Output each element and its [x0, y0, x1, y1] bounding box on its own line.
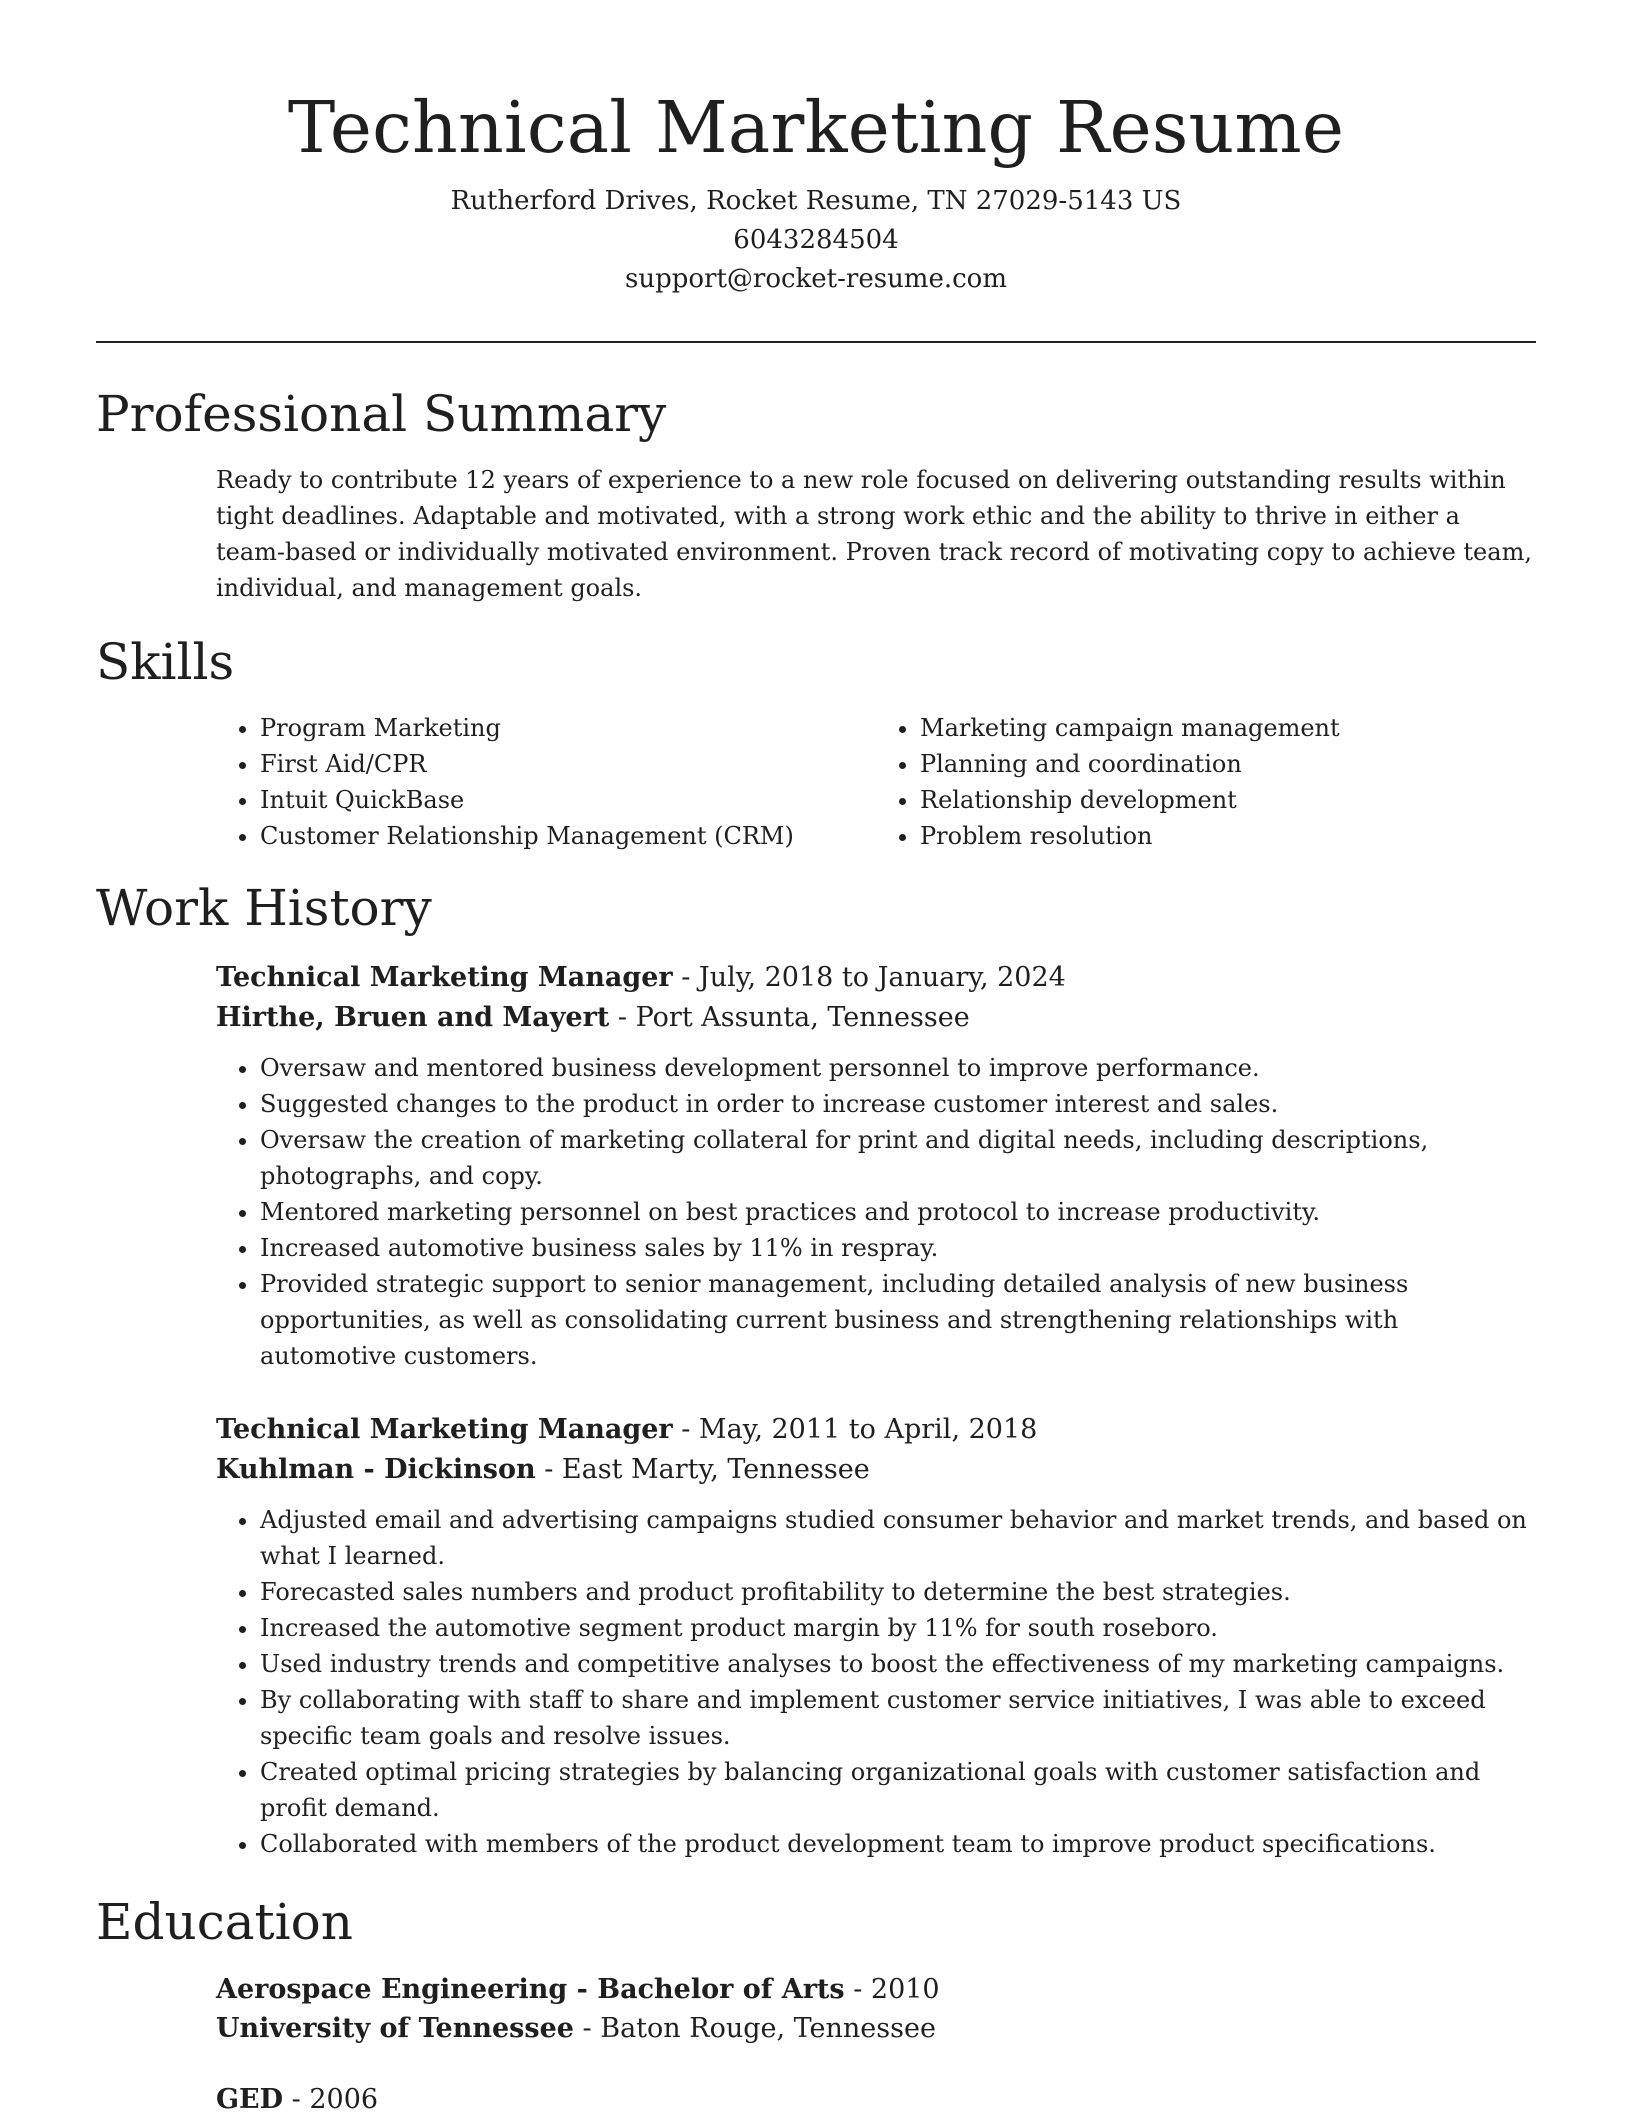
education-degree-line — [216, 2080, 1536, 2119]
job-location: - Port Assunta, Tennessee — [609, 1002, 970, 1033]
list-item: • Increased the automotive segment product margin by 11% for south roseboro. — [260, 1610, 1536, 1646]
list-item: • Collaborated with members of the product development team to improve product specifications. — [260, 1826, 1536, 1862]
job-entry — [216, 1410, 1536, 1862]
list-item: • Oversaw and mentored business development personnel to improve performance. — [260, 1050, 1536, 1086]
education-entry — [216, 2080, 1536, 2119]
job-company-line — [216, 998, 1536, 1038]
list-item: • Used industry trends and competitive analyses to boost the effectiveness of my marketing campaigns. — [260, 1646, 1536, 1682]
job-entry — [216, 958, 1536, 1374]
summary-section — [216, 462, 1536, 606]
skill-item: • Relationship development — [920, 782, 1536, 818]
header-divider — [96, 341, 1536, 343]
skill-item: • Customer Relationship Management (CRM) — [260, 818, 876, 854]
skill-item: • Planning and coordination — [920, 746, 1536, 782]
education-degree: GED — [216, 2084, 284, 2115]
list-item: • Provided strategic support to senior management, including detailed analysis of new business opportunities, as well as consolidating current business and strengthening relationships with automotive customers. — [260, 1266, 1536, 1374]
education-heading: Education — [96, 1893, 353, 1951]
list-item: • Increased automotive business sales by 11% in respray. — [260, 1230, 1536, 1266]
skill-item: • Problem resolution — [920, 818, 1536, 854]
list-item: • Forecasted sales numbers and product profitability to determine the best strategies. — [260, 1574, 1536, 1610]
job-location: - East Marty, Tennessee — [535, 1454, 870, 1485]
education-location: - Baton Rouge, Tennessee — [573, 2013, 936, 2044]
job-company: Hirthe, Bruen and Mayert — [216, 1002, 610, 1033]
list-item: • Mentored marketing personnel on best practices and protocol to increase productivity. — [260, 1194, 1536, 1230]
phone: 6043284504 — [733, 225, 899, 255]
education-degree-line — [216, 1970, 1536, 2009]
email: support@rocket-resume.com — [624, 264, 1007, 294]
list-item: • Adjusted email and advertising campaigns studied consumer behavior and market trends, and based on what I learned. — [260, 1502, 1536, 1574]
skill-item: • First Aid/CPR — [260, 746, 876, 782]
education-school-line — [216, 2009, 1536, 2048]
job-company: Kuhlman - Dickinson — [216, 1454, 536, 1485]
list-item: • By collaborating with staff to share and implement customer service initiatives, I was able to exceed specific team goals and resolve issues. — [260, 1682, 1536, 1754]
list-item: • Suggested changes to the product in order to increase customer interest and sales. — [260, 1086, 1536, 1122]
education-entry — [216, 1970, 1536, 2048]
job-dates: - May, 2011 to April, 2018 — [672, 1414, 1038, 1445]
skills-column-left — [216, 710, 876, 854]
skill-item: • Intuit QuickBase — [260, 782, 876, 818]
work-history-heading: Work History — [96, 879, 432, 937]
education-year: - 2006 — [283, 2084, 379, 2115]
skill-item: • Program Marketing — [260, 710, 876, 746]
summary-text: Ready to contribute 12 years of experience to a new role focused on delivering outstanding results within tight deadlines. Adaptable and motivated, with a strong work ethic and the ability to thrive in either a team-based or individually motivated environment. Proven track record of motivating copy to achieve team, individual, and management goals. — [216, 466, 1532, 602]
job-company-line — [216, 1450, 1536, 1490]
skills-list — [216, 710, 1536, 854]
resume-title: Technical Marketing Resume — [287, 86, 1345, 169]
education-school: University of Tennessee — [216, 2013, 574, 2044]
skill-item: • Marketing campaign management — [920, 710, 1536, 746]
job-bullet-list — [216, 1050, 1536, 1374]
education-year: - 2010 — [844, 1974, 940, 2005]
address: Rutherford Drives, Rocket Resume, TN 27029-5143 US — [450, 186, 1182, 216]
skills-column-right — [876, 710, 1536, 854]
job-role: Technical Marketing Manager — [216, 1414, 673, 1445]
education-degree: Aerospace Engineering - Bachelor of Arts — [216, 1974, 845, 2005]
job-bullet-list — [216, 1502, 1536, 1862]
summary-heading: Professional Summary — [96, 385, 667, 443]
contact-block — [0, 182, 1632, 299]
resume-header — [0, 80, 1632, 299]
skills-heading: Skills — [96, 633, 235, 691]
job-title-line — [216, 1410, 1536, 1450]
job-role: Technical Marketing Manager — [216, 962, 673, 993]
list-item: • Oversaw the creation of marketing collateral for print and digital needs, including descriptions, photographs, and copy. — [260, 1122, 1536, 1194]
job-dates: - July, 2018 to January, 2024 — [672, 962, 1066, 993]
list-item: • Created optimal pricing strategies by balancing organizational goals with customer satisfaction and profit demand. — [260, 1754, 1536, 1826]
job-title-line — [216, 958, 1536, 998]
